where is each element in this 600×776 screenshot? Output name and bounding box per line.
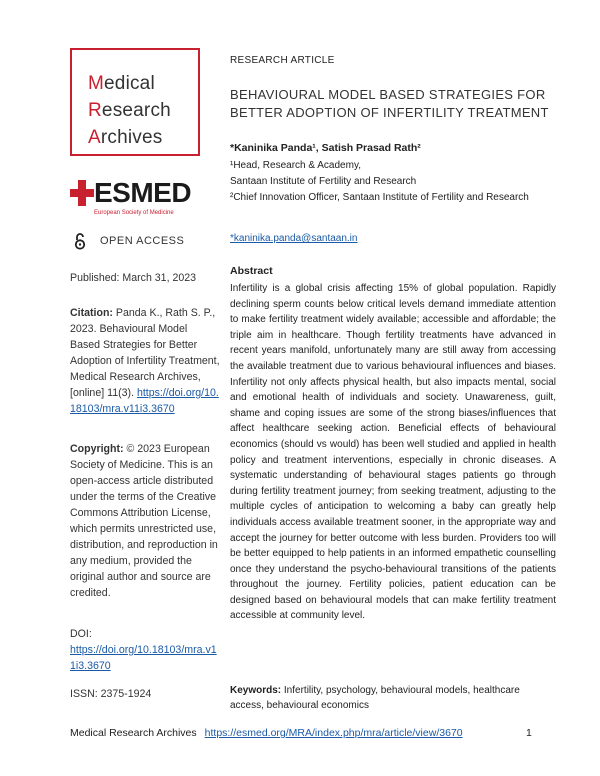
- keywords: [230, 683, 556, 713]
- esmed-name: ESMED: [94, 177, 192, 208]
- citation-label: Citation:: [70, 307, 113, 319]
- journal-logo: [70, 48, 200, 156]
- logo-line-research: Research: [88, 100, 171, 121]
- open-access-label: OPEN ACCESS: [100, 235, 185, 247]
- copyright-text: © 2023 European Society of Medicine. This is an open-access article distributed under the terms of the Creative Commons Attribution License, which permits unrestricted use, distribution, and reproduction in any medium, provided the original author and source are credited.: [70, 443, 218, 599]
- esmed-logo: [70, 178, 220, 216]
- published-date: Published: March 31, 2023: [70, 272, 197, 284]
- page-footer: [70, 727, 540, 739]
- citation-block: [70, 305, 220, 417]
- esmed-cross-icon: [70, 180, 94, 206]
- page-number: 1: [526, 727, 532, 739]
- copyright-label: Copyright:: [70, 443, 124, 455]
- copyright-block: [70, 441, 220, 601]
- citation-link[interactable]: https://doi.org/10.18103/mra.v11i3.3670: [70, 387, 219, 415]
- logo-line-archives: Archives: [88, 127, 163, 148]
- open-access-icon: [74, 232, 86, 250]
- citation-text: Panda K., Rath S. P., 2023. Behavioural Model Based Strategies for Better Adoption of Infertility Treatment, Medical Research Archives, [online] 11(3).: [70, 307, 220, 399]
- open-access-badge: [74, 232, 184, 250]
- article-title: BEHAVIOURAL MODEL BASED STRATEGIES FOR BETTER ADOPTION OF INFERTILITY TREATMENT: [230, 87, 549, 120]
- authors: *Kaninika Panda¹, Satish Prasad Rath²: [230, 142, 421, 154]
- footer-journal: Medical Research Archives: [70, 727, 197, 739]
- article-type: RESEARCH ARTICLE: [230, 55, 335, 66]
- logo-research-rest: esearch: [101, 100, 171, 121]
- esmed-tagline: European Society of Medicine: [94, 210, 174, 216]
- affiliation-line: ¹Head, Research & Academy,: [230, 160, 361, 171]
- logo-archives-rest: rchives: [100, 127, 163, 148]
- logo-medical-rest: edical: [104, 73, 155, 94]
- affiliation-line: Santaan Institute of Fertility and Research: [230, 176, 417, 187]
- affiliations: [230, 158, 556, 206]
- keywords-label: Keywords:: [230, 685, 282, 696]
- doi-label: DOI:: [70, 628, 92, 640]
- issn: ISSN: 2375-1924: [70, 688, 152, 700]
- doi-link[interactable]: https://doi.org/10.18103/mra.v11i3.3670: [70, 644, 217, 672]
- footer-article-link[interactable]: https://esmed.org/MRA/index.php/mra/article/view/3670: [204, 727, 463, 739]
- logo-line-medical: Medical: [88, 73, 155, 94]
- abstract-heading: Abstract: [230, 265, 273, 277]
- abstract-text: Infertility is a global crisis affecting 15% of global population. Rapidly declining sperm counts below critical levels demand immediate attention to make fertility treatment widely available; accessible and affordable; the triple aim in healthcare. Though fertility treatments have advanced in recent years manifold, unfortunately many are still away from accessing the available treatment due to various behavioural influences and biases. Infertility not only affects physical health, but also impacts mental, social and emotional health of individuals and society. Unawareness, guilt, shame and coping issues are some of the strong biases/influences that affect healthcare seeking action. Beneficial effects of behavioural economics (should vs would) has been well studied and applied in health policy and treatment interventions, especially in chronic diseases. A systematic understanding of behavioural stages patients go through during fertility treatment journey; from seeking treatment, adjusting to the multiple cycles of anticipation to welcoming a baby can greatly help individuals access available treatment sooner, in the appropriate way and accept the journey for better outcome with less burden. Providers too will be better equipped to help patients in an informed empathetic counselling once they understand the psycho-behavioural transitions of the patients throughout the journey. Fertility policies, patient education can be designed based on behavioural models that can make fertility treatment accessible at community level.: [230, 283, 556, 622]
- corresponding-email: [230, 233, 556, 244]
- doi-block: [70, 626, 220, 674]
- keywords-text: Infertility, psychology, behavioural models, healthcare access, behavioural economics: [230, 685, 520, 711]
- affiliation-line: ²Chief Innovation Officer, Santaan Institute of Fertility and Research: [230, 192, 529, 203]
- email-link[interactable]: *kaninika.panda@santaan.in: [230, 233, 358, 244]
